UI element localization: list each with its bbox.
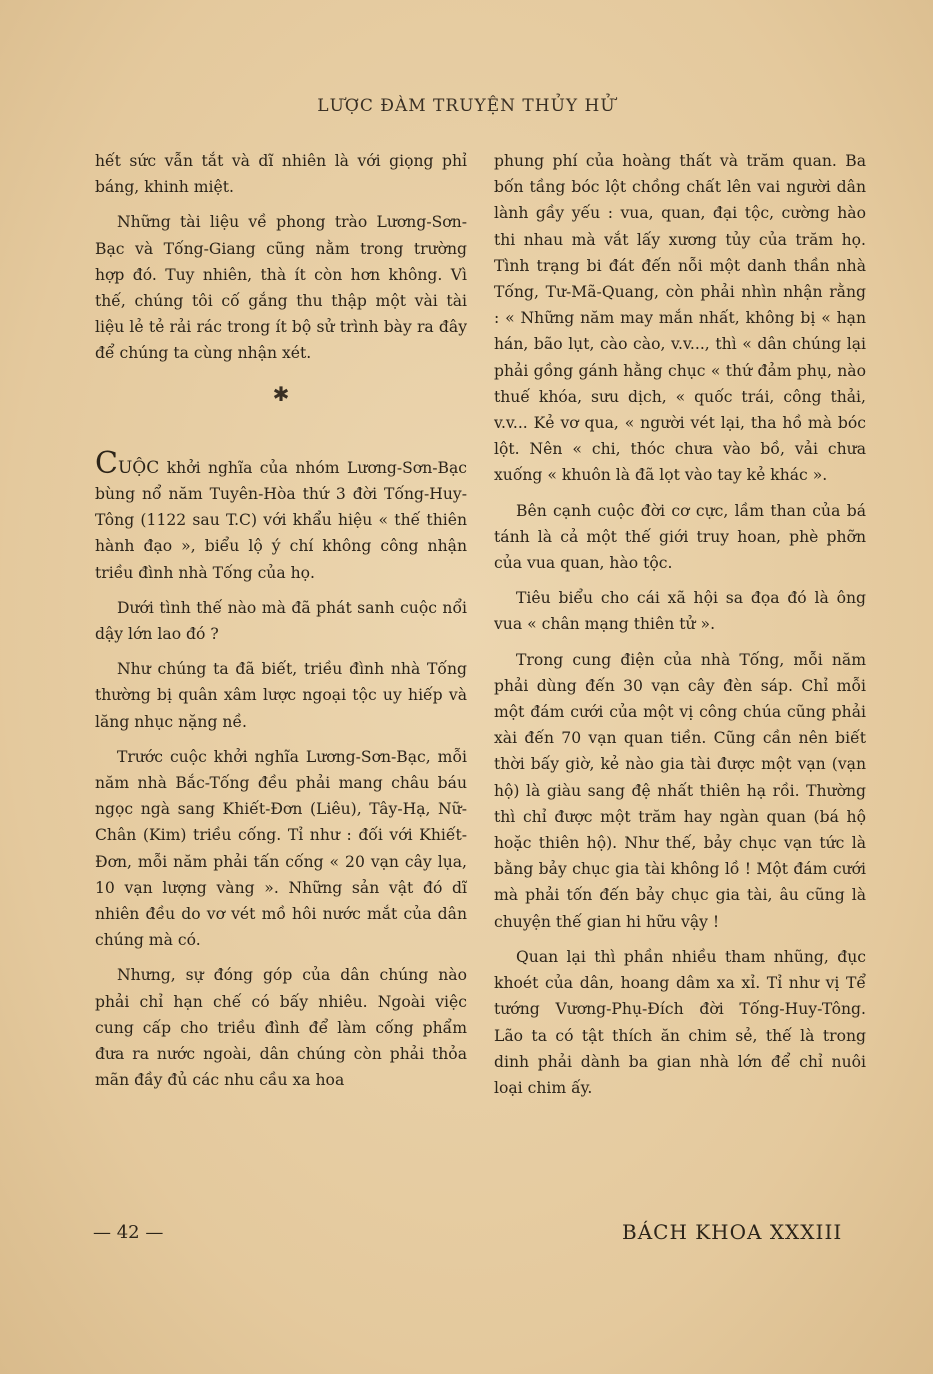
- paragraph: Như chúng ta đã biết, triều đình nhà Tống thường bị quân xâm lược ngoại tộc uy hiếp và lăng nhục nặng nề.: [95, 660, 467, 731]
- paragraph: phung phí của hoàng thất và trăm quan. Ba bốn tầng bóc lột chồng chất lên vai người dân lành gầy yếu : vua, quan, đại tộc, cường hào thi nhau mà vắt lấy xương tủy của trăm họ. Tình trạng bi đát đến nỗi một danh thần nhà Tống, Tư-Mã-Quang, còn phải nhìn nhận rằng : « Những năm may mắn nhất, không bị « hạn hán, bão lụt, cào cào, v.v..., thì « dân chúng lại phải gồng gánh hằng chục « thứ đảm phụ, nào thuế khóa, sưu dịch, « quốc trái, công thải, v.v... Kẻ vơ qua, « người vét lại, tha hồ mà bóc lột. Nên « chi, thóc chưa vào bồ, vải chưa xuống « khuôn là đã lọt vào tay kẻ khác ».: [494, 152, 866, 485]
- paragraph: Tiêu biểu cho cái xã hội sa đọa đó là ông vua « chân mạng thiên tử ».: [494, 589, 866, 634]
- paragraph: hết sức vẫn tắt và dĩ nhiên là với giọng phỉ báng, khinh miệt.: [95, 152, 467, 197]
- paragraph-text: khởi nghĩa của nhóm Lương-Sơn-Bạc bùng nổ năm Tuyên-Hòa thứ 3 đời Tống-Huy-Tông (1122 sau T.C) với khẩu hiệu « thế thiên hành đạo », biểu lộ ý chí không công nhận triều đình nhà Tống của họ.: [95, 458, 467, 582]
- paragraph: Bên cạnh cuộc đời cơ cực, lầm than của bá tánh là cả một thế giới truy hoan, phè phỡn của vua quan, hào tộc.: [494, 501, 866, 573]
- paragraph: Trong cung điện của nhà Tống, mỗi năm phải dùng đến 30 vạn cây đèn sáp. Chỉ mỗi một đám cưới của một vị công chúa cũng phải xài đến 70 vạn quan tiền. Cũng cần nên biết thời bấy giờ, kẻ nào gia tài được một vạn (vạn hộ) là giàu sang đệ nhất thiên hạ rồi. Thường thì chỉ được một trăm hay ngàn quan (bá hộ hoặc thiên hộ). Như thế, bảy chục vạn tức là bằng bảy chục gia tài không lồ ! Một đám cưới mà phải tốn đến bảy chục gia tài, âu cũng là chuyện thế gian hi hữu vậy !: [494, 650, 866, 931]
- section-ornament: ✱: [272, 381, 290, 406]
- paragraph: Dưới tình thế nào mà đã phát sanh cuộc nổi dậy lớn lao đó ?: [95, 598, 467, 644]
- page-number: — 42 —: [93, 1222, 164, 1243]
- paragraph: Nhưng, sự đóng góp của dân chúng nào phải chỉ hạn chế có bấy nhiêu. Ngoài việc cung cấp cho triều đình để làm cống phẩm đưa ra nước ngoài, dân chúng còn phải thỏa mãn đầy đủ các nhu cầu xa hoa: [95, 966, 467, 1090]
- small-caps: UỘC: [117, 457, 160, 478]
- running-title: LƯỢC ĐÀM TRUYỆN THỦY HỬ: [317, 96, 616, 116]
- magazine-name: BÁCH KHOA XXXIII: [622, 1220, 843, 1244]
- left-column: [95, 148, 467, 1103]
- paragraph: Trước cuộc khởi nghĩa Lương-Sơn-Bạc, mỗi năm nhà Bắc-Tống đều phải mang châu báu ngọc ngà sang Khiết-Đơn (Liêu), Tây-Hạ, Nữ-Chân (Kim) triều cống. Tỉ như : đối với Khiết-Đơn, mỗi năm phải tấn cống « 20 vạn cây lụa, 10 vạn lượng vàng ». Những sản vật đó dĩ nhiên đều do vơ vét mồ hôi nước mắt của dân chúng mà có.: [95, 747, 467, 950]
- right-column: [494, 148, 866, 1110]
- paragraph: Quan lại thì phần nhiều tham nhũng, đục khoét của dân, hoang dâm xa xỉ. Tỉ như vị Tể tướng Vương-Phụ-Đích đời Tống-Huy-Tông. Lão ta có tật thích ăn chim sẻ, thế là trong dinh phải dành ba gian nhà lớn để chỉ nuôi loại chim ấy.: [494, 947, 866, 1097]
- drop-cap: C: [95, 445, 118, 481]
- paragraph-dropcap: [95, 445, 467, 586]
- paragraph: Những tài liệu về phong trào Lương-Sơn-Bạc và Tống-Giang cũng nằm trong trường hợp đó. Tuy nhiên, thà ít còn hơn không. Vì thế, chúng tôi cố gắng thu thập một vài tài liệu lẻ tẻ rải rác trong ít bộ sử trình bày ra đây để chúng ta cùng nhận xét.: [95, 213, 467, 363]
